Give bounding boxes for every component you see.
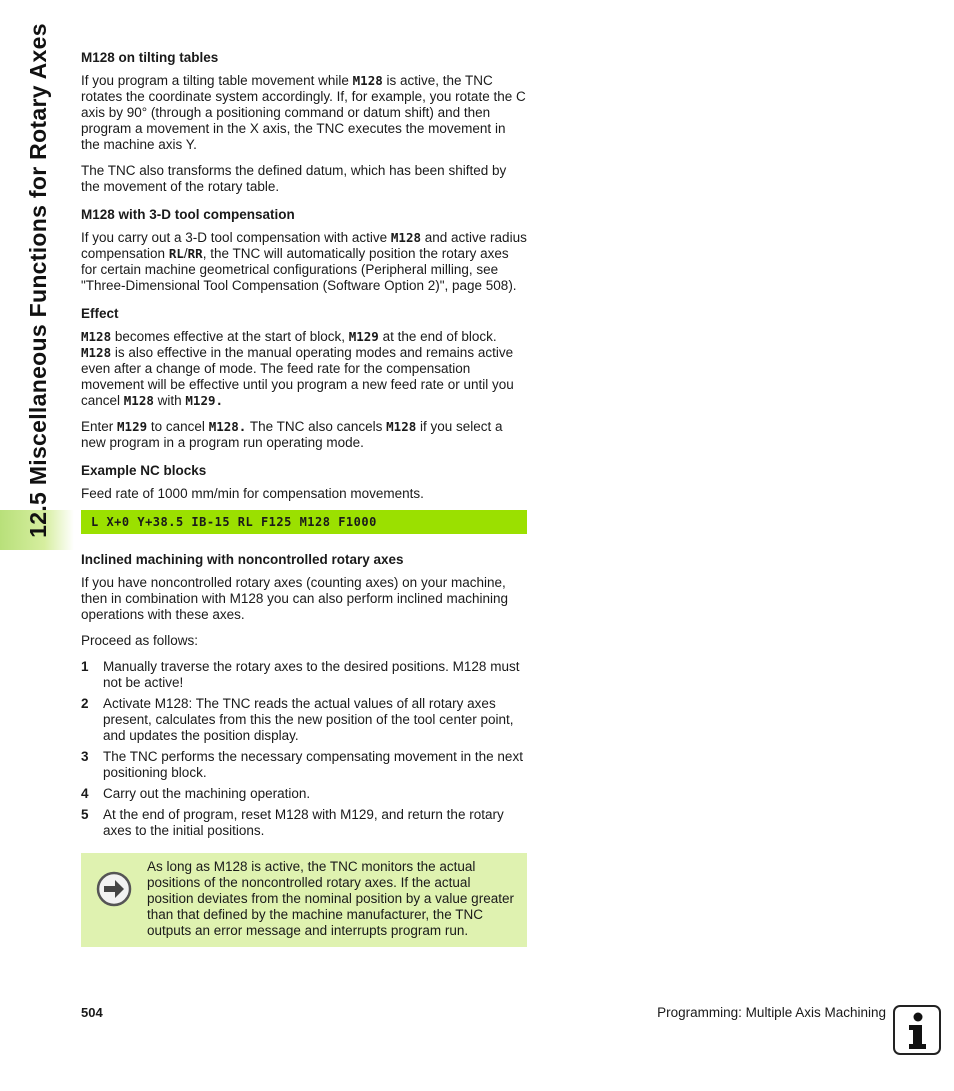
info-icon	[893, 1005, 941, 1055]
section-heading: Example NC blocks	[81, 463, 207, 478]
note-box	[81, 853, 527, 947]
side-chapter-title: 12.5 Miscellaneous Functions for Rotary Axes	[24, 22, 51, 538]
paragraph: M128 becomes effective at the start of block, M129 at the end of block. M128 is also effective in the manual operating modes and remains active even after a change of mode. The feed rate for the compensation movement will be effective until you program a new feed rate or until you cancel M128 with M129.	[81, 329, 514, 408]
list-item: 3 The TNC performs the necessary compensating movement in the next positioning block.	[81, 749, 523, 780]
paragraph: If you program a tilting table movement while M128 is active, the TNC rotates the coordinate system accordingly. If, for example, you rotate the C axis by 90° (through a positioning command or datum shift) and then program a movement in the X axis, the TNC executes the movement in the machine axis Y.	[81, 73, 526, 152]
section-heading: M128 on tilting tables	[81, 50, 219, 65]
paragraph: Proceed as follows:	[81, 633, 199, 648]
list-item: 2 Activate M128: The TNC reads the actual values of all rotary axes present, calculates from this the new position of the tool center point, and updates the position display.	[81, 696, 514, 743]
paragraph: Feed rate of 1000 mm/min for compensation movements.	[81, 486, 424, 501]
book-title: Programming: Multiple Axis Machining	[657, 1005, 886, 1020]
list-item: 5 At the end of program, reset M128 with M129, and return the rotary axes to the initial positions.	[81, 807, 504, 838]
list-item: 4 Carry out the machining operation.	[81, 786, 311, 801]
list-item: 1 Manually traverse the rotary axes to the desired positions. M128 must not be active!	[81, 659, 520, 690]
paragraph: Enter M129 to cancel M128. The TNC also cancels M128 if you select a new program in a program run operating mode.	[81, 419, 503, 450]
note-text: As long as M128 is active, the TNC monitors the actual positions of the noncontrolled rotary axes. If the actual position deviates from the nominal position by a value greater than that defined by the machine manufacturer, the TNC outputs an error message and interrupts program run.	[147, 859, 514, 938]
main-content	[81, 48, 527, 947]
section-heading: M128 with 3-D tool compensation	[81, 207, 295, 222]
paragraph: If you have noncontrolled rotary axes (counting axes) on your machine, then in combination with M128 you can also perform inclined machining operations with these axes.	[81, 575, 508, 622]
arrow-right-icon	[81, 859, 147, 939]
section-heading: Inclined machining with noncontrolled rotary axes	[81, 552, 404, 567]
step-list	[81, 659, 527, 839]
paragraph: If you carry out a 3-D tool compensation with active M128 and active radius compensation RL/RR, the TNC will automatically position the rotary axes for certain machine geometrical configurations (Peripheral milling, see "Three-Dimensional Tool Compensation (Software Option 2)", page 508).	[81, 230, 527, 293]
section-heading: Effect	[81, 306, 119, 321]
paragraph: The TNC also transforms the defined datum, which has been shifted by the movement of the rotary table.	[81, 163, 507, 194]
nc-code-block: L X+0 Y+38.5 IB-15 RL F125 M128 F1000	[81, 510, 527, 534]
page-number: 504	[81, 1005, 103, 1020]
